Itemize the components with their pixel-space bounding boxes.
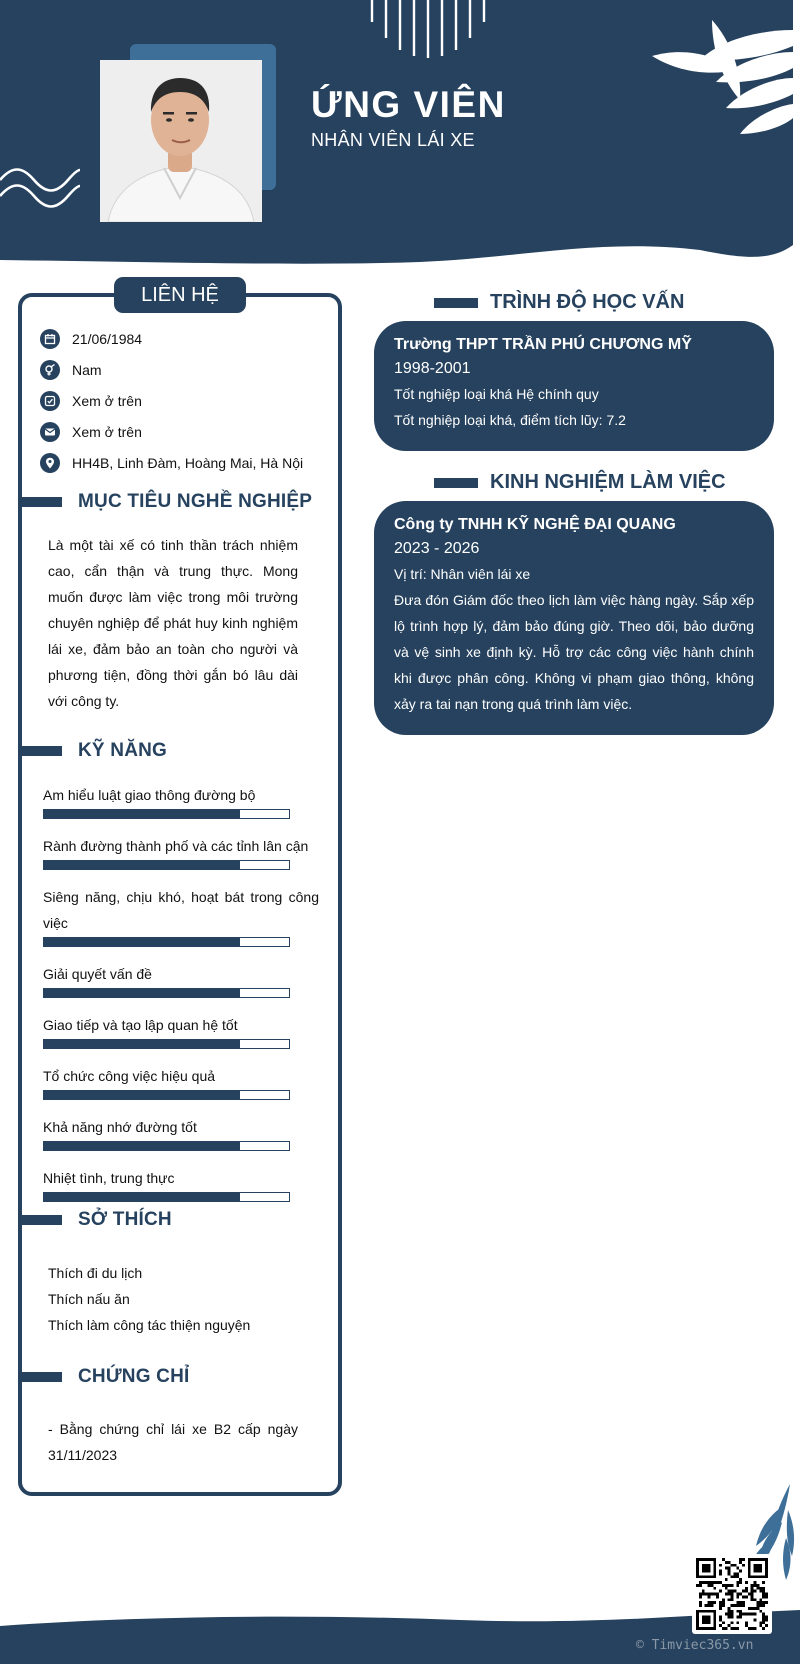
skill-level-bar (43, 860, 290, 870)
certificates-text: - Bằng chứng chỉ lái xe B2 cấp ngày 31/11/2023 (48, 1421, 298, 1463)
hobbies-section-title: SỞ THÍCH (78, 1209, 172, 1230)
objective-text: Là một tài xế có tinh thần trách nhiệm cao, cẩn thận và trung thực. Mong muốn được làm việc trong môi trường chuyên nghiệp để phát huy kinh nghiệm lái xe, đảm bảo an toàn cho người và phương tiện, đồng thời gắn bó lâu dài với công ty. (48, 537, 298, 709)
education-section-title: TRÌNH ĐỘ HỌC VẤN (490, 291, 685, 313)
skill-name: Giao tiếp và tạo lập quan hệ tốt (43, 1017, 238, 1033)
skill-name: Nhiệt tình, trung thực (43, 1170, 175, 1186)
skills-section-header (18, 740, 167, 762)
skill-level-bar (43, 1039, 290, 1049)
calendar-icon (40, 329, 60, 349)
email-icon (40, 422, 60, 442)
contact-item-gender (40, 354, 340, 385)
skill-item (43, 1114, 319, 1151)
contact-list (40, 323, 340, 478)
qr-code (692, 1554, 772, 1634)
contact-item-phone (40, 385, 340, 416)
cv-footer (0, 1460, 800, 1664)
skill-level-fill (44, 989, 240, 997)
hobbies-list (48, 1260, 250, 1338)
contact-item-address (40, 447, 340, 478)
gender-icon (40, 360, 60, 380)
qr-code-pattern (696, 1558, 768, 1630)
skill-level-fill (44, 810, 240, 818)
contact-gender-value: Nam (72, 361, 102, 378)
skill-level-fill (44, 1040, 240, 1048)
skill-item (43, 1012, 319, 1049)
skill-item (43, 782, 319, 819)
skill-level-bar (43, 1192, 290, 1202)
hobby-item: Thích nấu ăn (48, 1291, 130, 1307)
skill-level-bar (43, 988, 290, 998)
experience-company: Công ty TNHH KỸ NGHỆ ĐẠI QUANG (394, 516, 676, 533)
skill-level-fill (44, 938, 240, 946)
contact-email-value: Xem ở trên (72, 423, 142, 440)
hobby-item: Thích làm công tác thiện nguyện (48, 1317, 251, 1333)
avatar (100, 60, 262, 222)
skills-list (43, 782, 319, 1216)
footer-background (0, 1460, 800, 1664)
contact-birthday-value: 21/06/1984 (72, 330, 143, 347)
location-icon (40, 453, 60, 473)
skill-level-fill (44, 1142, 240, 1150)
skill-level-bar (43, 937, 290, 947)
experience-section-title: KINH NGHIỆM LÀM VIỆC (490, 471, 726, 493)
education-line: Tốt nghiệp loại khá Hệ chính quy (394, 386, 599, 402)
skill-name: Giải quyết vấn đề (43, 966, 152, 982)
contact-item-birthday (40, 323, 340, 354)
watermark-text: © Timviec365.vn (636, 1638, 754, 1653)
education-school: Trường THPT TRẦN PHÚ CHƯƠNG MỸ (394, 336, 692, 353)
skill-level-fill (44, 861, 240, 869)
skill-level-bar (43, 1141, 290, 1151)
experience-section-header (434, 471, 726, 494)
phone-icon (40, 391, 60, 411)
hobbies-section-header (18, 1209, 172, 1231)
skill-name: Khả năng nhớ đường tốt (43, 1119, 197, 1135)
experience-card (374, 501, 774, 735)
skills-section-title: KỸ NĂNG (78, 740, 168, 761)
education-section-header (434, 291, 684, 314)
objective-section-title: MỤC TIÊU NGHỀ NGHIỆP (78, 491, 313, 512)
experience-period: 2023 - 2026 (394, 540, 480, 557)
skill-item (43, 833, 319, 870)
skill-name: Tổ chức công việc hiệu quả (43, 1068, 216, 1084)
skill-item (43, 1063, 319, 1100)
skill-name: Am hiểu luật giao thông đường bộ (43, 787, 256, 803)
candidate-job-title: NHÂN VIÊN LÁI XE (311, 130, 475, 150)
contact-address-value: HH4B, Linh Đàm, Hoàng Mai, Hà Nội (72, 454, 304, 471)
skill-item (43, 884, 319, 947)
objective-section-header (18, 491, 312, 513)
skill-level-bar (43, 809, 290, 819)
skill-name: Siêng năng, chịu khó, hoạt bát trong công việc (43, 889, 319, 931)
contact-item-email (40, 416, 340, 447)
skill-name: Rành đường thành phố và các tỉnh lân cận (43, 838, 309, 854)
experience-position: Vị trí: Nhân viên lái xe (394, 566, 531, 582)
candidate-name: ỨNG VIÊN (311, 84, 506, 125)
education-card (374, 321, 774, 451)
skill-level-bar (43, 1090, 290, 1100)
certificates-section-title: CHỨNG CHỈ (78, 1366, 190, 1387)
cv-header (0, 0, 800, 270)
skill-item (43, 961, 319, 998)
skill-item (43, 1165, 319, 1202)
education-period: 1998-2001 (394, 360, 471, 377)
skill-level-fill (44, 1193, 240, 1201)
skill-level-fill (44, 1091, 240, 1099)
contact-section-title: LIÊN HỆ (114, 277, 246, 313)
hobby-item: Thích đi du lịch (48, 1265, 143, 1281)
contact-phone-value: Xem ở trên (72, 392, 142, 409)
certificates-section-header (18, 1366, 190, 1388)
education-line: Tốt nghiệp loại khá, điểm tích lũy: 7.2 (394, 412, 626, 428)
experience-description: Đưa đón Giám đốc theo lịch làm việc hàng ngày. Sắp xếp lộ trình hợp lý, đảm bảo đúng giờ. Theo dõi, bảo dưỡng và vệ sinh xe định kỳ. Hỗ trợ các công việc hành chính khi được phân công. Không vi phạm giao thông, không xảy ra tai nạn trong quá trình làm việc. (394, 592, 754, 712)
